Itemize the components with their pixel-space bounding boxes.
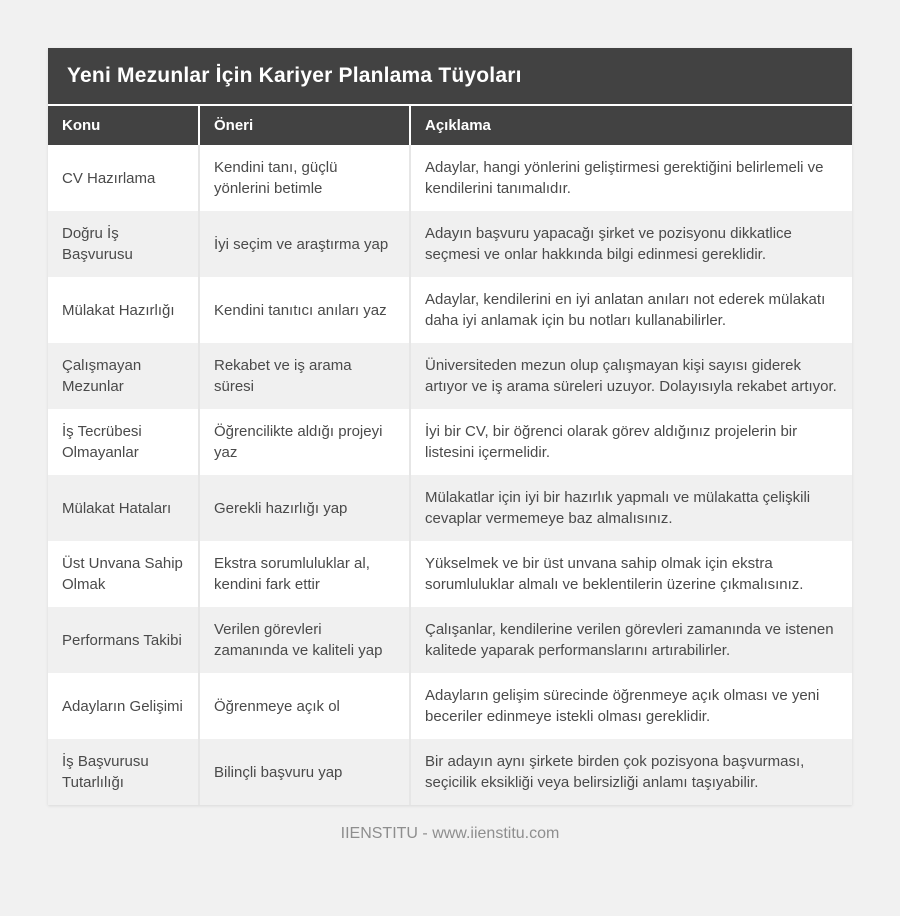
table-row xyxy=(48,475,852,541)
table-row xyxy=(48,211,852,277)
page-title: Yeni Mezunlar İçin Kariyer Planlama Tüyoları xyxy=(48,48,852,106)
table-row xyxy=(48,541,852,607)
table-row xyxy=(48,277,852,343)
cell-konu: Mülakat Hazırlığı xyxy=(62,301,175,319)
column-header-oneri: Öneri xyxy=(199,106,410,145)
cell-oneri: Kendini tanı, güçlü yönlerini betimle xyxy=(199,145,410,211)
cell-aciklama: Yükselmek ve bir üst unvana sahip olmak için ekstra sorumluluklar almalı ve beklentilerin üzerine çıkmalısınız. xyxy=(410,541,852,607)
table-row xyxy=(48,607,852,673)
cell-aciklama: Adayların gelişim sürecinde öğrenmeye açık olması ve yeni beceriler edinmeye istekli olması gereklidir. xyxy=(410,673,852,739)
cell-konu: İş Başvurusu Tutarlılığı xyxy=(62,753,149,791)
cell-konu: Adayların Gelişimi xyxy=(62,697,183,715)
table-row xyxy=(48,739,852,805)
cell-oneri: Öğrencilikte aldığı projeyi yaz xyxy=(199,409,410,475)
table-row xyxy=(48,409,852,475)
cell-aciklama: İyi bir CV, bir öğrenci olarak görev aldığınız projelerin bir listesini içermelidir. xyxy=(410,409,852,475)
cell-aciklama: Mülakatlar için iyi bir hazırlık yapmalı ve mülakatta çelişkili cevaplar vermemeye baz almalısınız. xyxy=(410,475,852,541)
table-header xyxy=(48,106,852,145)
cell-konu: İş Tecrübesi Olmayanlar xyxy=(62,423,142,461)
cell-konu: Performans Takibi xyxy=(62,631,182,649)
cell-oneri: Bilinçli başvuru yap xyxy=(199,739,410,805)
cell-oneri: Ekstra sorumluluklar al, kendini fark ettir xyxy=(199,541,410,607)
cell-aciklama: Adayın başvuru yapacağı şirket ve pozisyonu dikkatlice seçmesi ve onlar hakkında bilgi edinmesi gereklidir. xyxy=(410,211,852,277)
cell-konu: CV Hazırlama xyxy=(62,169,156,187)
career-tips-table xyxy=(48,106,852,805)
table-row xyxy=(48,145,852,211)
cell-aciklama: Bir adayın aynı şirkete birden çok pozisyona başvurması, seçicilik eksikliği veya belirsizliği anlamı taşıyabilir. xyxy=(410,739,852,805)
column-header-konu: Konu xyxy=(48,106,199,145)
column-header-aciklama: Açıklama xyxy=(410,106,852,145)
table-row xyxy=(48,343,852,409)
career-tips-card xyxy=(48,48,852,805)
cell-aciklama: Üniversiteden mezun olup çalışmayan kişi sayısı giderek artıyor ve iş arama süreleri uzuyor. Dolayısıyla rekabet artıyor. xyxy=(410,343,852,409)
table-header-row xyxy=(48,106,852,145)
cell-aciklama: Çalışanlar, kendilerine verilen görevleri zamanında ve istenen kalitede yaparak performanslarını artırabilirler. xyxy=(410,607,852,673)
cell-konu: Mülakat Hataları xyxy=(62,499,172,517)
cell-konu: Doğru İş Başvurusu xyxy=(62,225,133,263)
table-row xyxy=(48,673,852,739)
cell-oneri: Rekabet ve iş arama süresi xyxy=(199,343,410,409)
cell-oneri: Verilen görevleri zamanında ve kaliteli yap xyxy=(199,607,410,673)
cell-oneri: Öğrenmeye açık ol xyxy=(199,673,410,739)
cell-konu: Üst Unvana Sahip Olmak xyxy=(62,555,183,593)
cell-oneri: Gerekli hazırlığı yap xyxy=(199,475,410,541)
footer-credit: IIENSTITU - www.iienstitu.com xyxy=(340,825,560,842)
cell-aciklama: Adaylar, hangi yönlerini geliştirmesi gerektiğini belirlemeli ve kendilerini tanımalıdır. xyxy=(410,145,852,211)
cell-aciklama: Adaylar, kendilerini en iyi anlatan anıları not ederek mülakatı daha iyi anlamak için bu notları kullanabilirler. xyxy=(410,277,852,343)
table-body xyxy=(48,145,852,805)
cell-konu: Çalışmayan Mezunlar xyxy=(62,357,142,395)
cell-oneri: İyi seçim ve araştırma yap xyxy=(199,211,410,277)
cell-oneri: Kendini tanıtıcı anıları yaz xyxy=(199,277,410,343)
